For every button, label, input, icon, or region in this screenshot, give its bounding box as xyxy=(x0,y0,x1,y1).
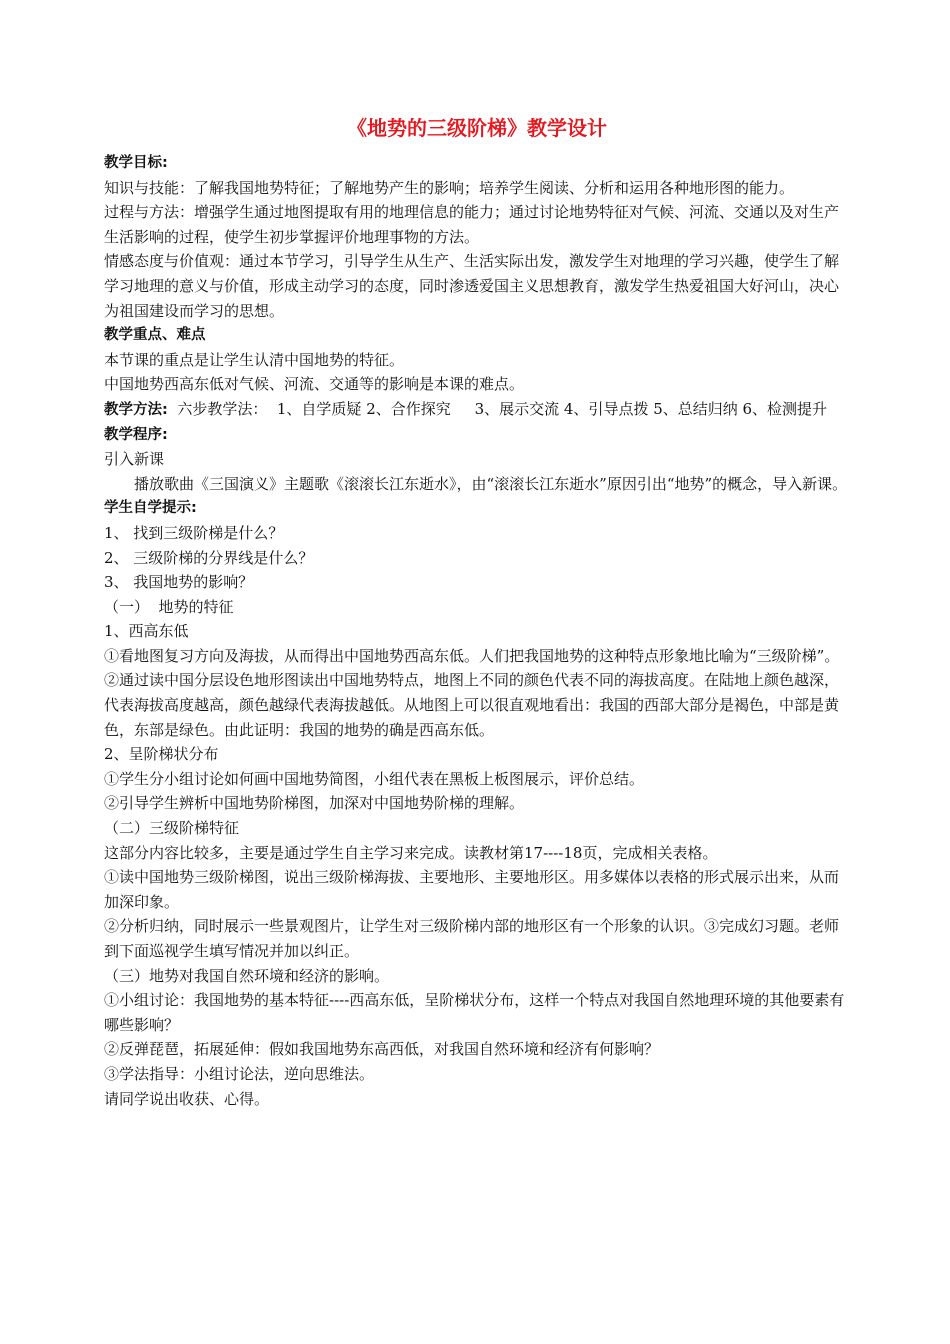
document-page xyxy=(104,116,850,1111)
objective-knowledge: 知识与技能：了解我国地势特征；了解地势产生的影响；培养学生阅读、分析和运用各种地形图的能力。 xyxy=(104,178,795,197)
key-point: 本节课的重点是让学生认清中国地势的特征。 xyxy=(104,350,405,369)
section1-sub1: 1、西高东低 xyxy=(104,622,189,641)
section3-heading: （三）地势对我国自然环境和经济的影响。 xyxy=(104,966,390,985)
section1-paragraph: ①看地图复习方向及海拔，从而得出中国地势西高东低。人们把我国地势的这种特点形象地比喻为“三级阶梯”。 xyxy=(104,646,840,665)
procedure-heading: 教学程序: xyxy=(104,426,168,443)
difficult-point: 中国地势西高东低对气候、河流、交通等的影响是本课的难点。 xyxy=(104,375,525,394)
method-label: 教学方法: xyxy=(104,401,168,418)
section3-paragraph: ②反弹琵琶，拓展延伸：假如我国地势东高西低，对我国自然环境和经济有何影响？ xyxy=(104,1040,660,1059)
objective-attitude: 情感态度与价值观：通过本节学习，引导学生从生产、生活实际出发，激发学生对地理的学习兴趣，使学生了解学习地理的意义与价值，形成主动学习的态度，同时渗透爱国主义思想教育，激发学生热爱祖国大好河山，决心为祖国建设而学习的思想。 xyxy=(104,252,840,320)
self-study-heading: 学生自学提示: xyxy=(104,500,197,517)
objectives-heading: 教学目标: xyxy=(104,155,168,171)
section1-sub2: 2、呈阶梯状分布 xyxy=(104,745,219,764)
section1-paragraph: ①学生分小组讨论如何画中国地势简图，小组代表在黑板上板图展示，评价总结。 xyxy=(104,769,645,788)
prompt-item: 3、 我国地势的影响？ xyxy=(104,573,254,592)
section2-paragraph: 这部分内容比较多，主要是通过学生自主学习来完成。读教材第17----18页，完成相关表格。 xyxy=(104,843,718,862)
prompt-item: 2、 三级阶梯的分界线是什么？ xyxy=(104,548,314,567)
document-title: 《地势的三级阶梯》教学设计 xyxy=(347,116,607,140)
section2-paragraph: ②分析归纳，同时展示一些景观图片，让学生对三级阶梯内部的地形区有一个形象的认识。③完成幻习题。老师到下面巡视学生填写情况并加以纠正。 xyxy=(104,917,840,960)
section1-paragraph: ②引导学生辨析中国地势阶梯图，加深对中国地势阶梯的理解。 xyxy=(104,794,525,813)
section3-paragraph: ①小组讨论：我国地势的基本特征----西高东低，呈阶梯状分布，这样一个特点对我国自然地理环境的其他要素有哪些影响？ xyxy=(104,991,845,1034)
objective-process: 过程与方法：增强学生通过地图提取有用的地理信息的能力；通过讨论地势特征对气候、河流、交通以及对生产生活影响的过程，使学生初步掌握评价地理事物的方法。 xyxy=(104,203,840,246)
key-points-heading: 教学重点、难点 xyxy=(104,327,206,344)
section3-paragraph: ③学法指导：小组讨论法，逆向思维法。 xyxy=(104,1064,375,1083)
section2-paragraph: ①读中国地势三级阶梯图，说出三级阶梯海拔、主要地形、主要地形区。用多媒体以表格的形式展示出来，从而加深印象。 xyxy=(104,868,840,911)
intro-text: 播放歌曲《三国演义》主题歌《滚滚长江东逝水》，由“滚滚长江东逝水”原因引出“地势”的概念，导入新课。 xyxy=(134,474,848,493)
section3-paragraph: 请同学说出收获、心得。 xyxy=(104,1089,270,1108)
method-text: 六步教学法： 1、自学质疑 2、合作探究 3、展示交流 4、引导点拨 5、总结归纳 6、检测提升 xyxy=(167,399,828,418)
section2-heading: （二）三级阶梯特征 xyxy=(104,819,240,838)
prompt-item: 1、 找到三级阶梯是什么？ xyxy=(104,523,284,542)
teaching-method xyxy=(104,397,850,423)
section1-paragraph: ②通过读中国分层设色地形图读出中国地势特点，地图上不同的颜色代表不同的海拔高度。在陆地上颜色越深，代表海拔高度越高，颜色越绿代表海拔越低。从地图上可以很直观地看出：我国的西部大部分是褐色，中部是黄色，东部是绿色。由此证明：我国的地势的确是西高东低。 xyxy=(104,671,840,739)
intro-label: 引入新课 xyxy=(104,450,165,469)
section1-heading: （一） 地势的特征 xyxy=(104,597,234,616)
